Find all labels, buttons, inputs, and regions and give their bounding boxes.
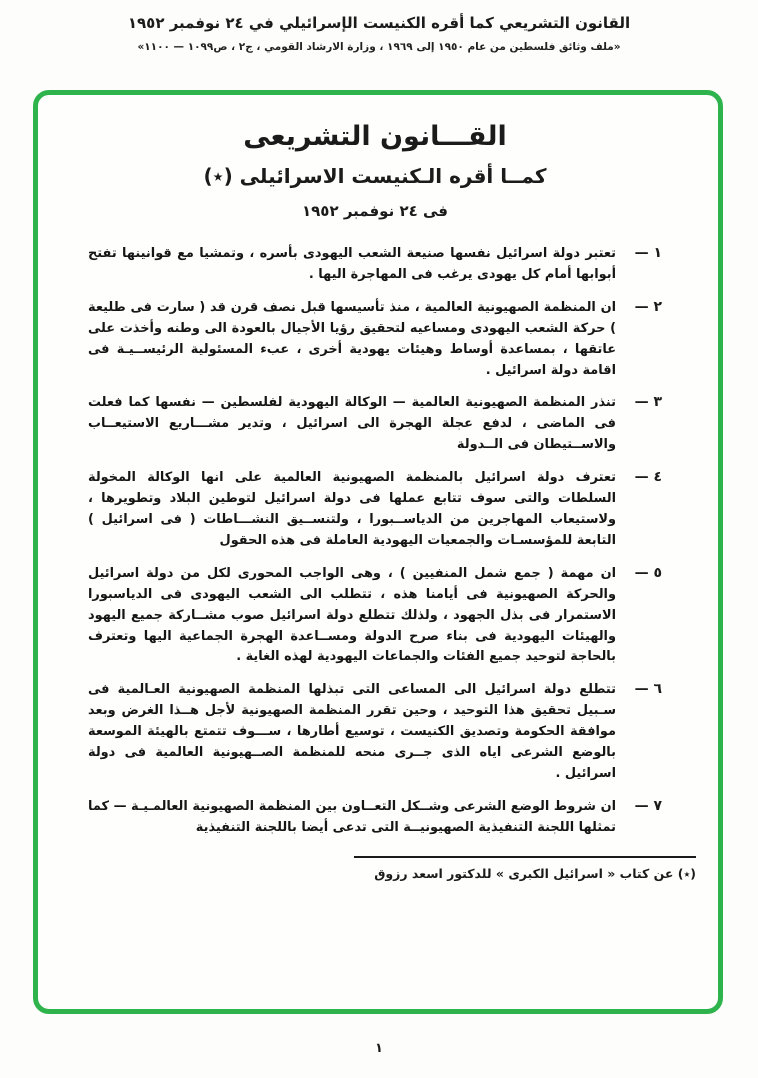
paragraph-number: ١ — [634, 245, 662, 261]
paragraph-text: تعتبر دولة اسرائيل نفسها صنيعة الشعب اليهودى بأسره ، وتمشيا مع قوانينها تفتح أبوابها أمام كل يهودى يرغب فى المهاجرة اليها . [88, 246, 616, 282]
document-title: القـــانون التشريعى [243, 121, 507, 152]
paragraph-number: ٢ — [634, 298, 662, 315]
paragraph-number: ٧ — [634, 797, 662, 814]
paragraph-number: ٦ — [634, 681, 662, 698]
paragraph-number: ٥ — [634, 564, 662, 581]
paragraph-text: تعترف دولة اسرائيل بالمنظمة الصهيونية العالمية على انها الوكالة المخولة السلطات والتى سوف تتابع عملها فى دولة اسرائيل لتوطين البلاد وتطويرها ، ولاستيعاب المهاجرين من الدياســبورا ، ولتنســيق النشـــاطات ( فى اسرائيل ) التابعة للمؤسسـات والجمعيات اليهودية العاملة فى هذه الحقول [88, 470, 616, 548]
paragraph-item [88, 393, 662, 456]
paragraph-text: ان المنظمة الصهيونية العالمية ، منذ تأسيسها قبل نصف قرن قد ( سارت فى طليعة ) حركة الشعب اليهودى ومساعيه لتحقيق رؤيا الأجيال بالعودة الى وطنه وأخذت على عاتقها ، بمساعدة أوساط وهيئات يهودية أخرى ، عبء المسئولية الرئيســيـة فى اقامة دولة اسرائيل . [88, 299, 616, 378]
footnote: (٭) عن كتاب « اسرائيل الكبرى » للدكتور اسعد رزوق [354, 856, 696, 881]
page-header [0, 0, 758, 53]
paragraph-text: تتطلع دولة اسرائيل الى المساعى التى تبذلها المنظمة الصهيونية العـالمية فى سـبيل تحقيق هذا التوحيد ، وحين تقرر المنظمة الصهيونية لأجل هــذا الغرض وبعد موافقة الحكومة وتصديق الكنيست ، توسيع أطارها ، ســـوف تتمتع بالهيئة الموسعة بالوضع الشرعى اياه الذى جــرى منحه للمنظمة الصــهيونية العالمية فى دولة اسرائيل . [88, 682, 616, 781]
document-date: فى ٢٤ نوفمبر ١٩٥٢ [302, 202, 448, 220]
paragraph-item [88, 468, 662, 552]
paragraph-item [88, 244, 662, 286]
paragraph-item [88, 564, 662, 669]
document-subtitle: كمــا أقره الـكنيست الاسرائيلى (٭) [203, 164, 547, 188]
document-frame [33, 90, 723, 1014]
header-title: القانون التشريعي كما أقره الكنيست الإسرائيلي في ٢٤ نوفمبر ١٩٥٢ [127, 14, 631, 32]
paragraph-number: ٤ — [634, 469, 662, 486]
paragraph-list [88, 244, 662, 839]
paragraph-item [88, 680, 662, 785]
header-source-citation: «ملف وثائق فلسطين من عام ١٩٥٠ إلى ١٩٦٩ ، وزارة الارشاد القومي ، ج٢ ، ص١٠٩٩ — ١١٠٠» [137, 41, 621, 53]
paragraph-text: تنذر المنظمة الصهيونية العالمية — الوكالة اليهودية لفلسطين — نفسها كما فعلت فى الماضى ، لدفع عجلة الهجرة الى اسرائيل ، وتدير مشـــاريع الاستيعــاب والاســتيطان فى الــدولة [88, 395, 616, 453]
document-body [38, 95, 718, 839]
paragraph-text: ان مهمة ( جمع شمل المنفيين ) ، وهى الواجب المحورى لكل من دولة اسرائيل والحركة الصهيونية فى أيامنا هذه ، تتطلب الى الشعب اليهودى فى الدياسبورا الاستمرار فى بذل الجهود ، ولذلك تتطلع دولة اسرائيل صوب مشــاركة جميع اليهود والهيئات اليهودية فى بناء صرح الدولة ومســاعدة الهجرة الجماعية اليها وتعترف بالحاجة لتوحيد جميع الفئات والجماعات اليهودية لهذه الغاية . [88, 565, 616, 665]
paragraph-item [88, 298, 662, 382]
paragraph-number: ٣ — [634, 394, 662, 411]
paragraph-text: ان شروط الوضع الشرعى وشــكل التعــاون بين المنظمة الصهيونية العالمـيـة — كما تمثلها اللجنة التنفيذية الصهيونيــة التى تدعى أيضا باللجنة التنفيذية [88, 798, 616, 835]
paragraph-item [88, 797, 662, 839]
page-number: ١ [375, 1041, 383, 1056]
